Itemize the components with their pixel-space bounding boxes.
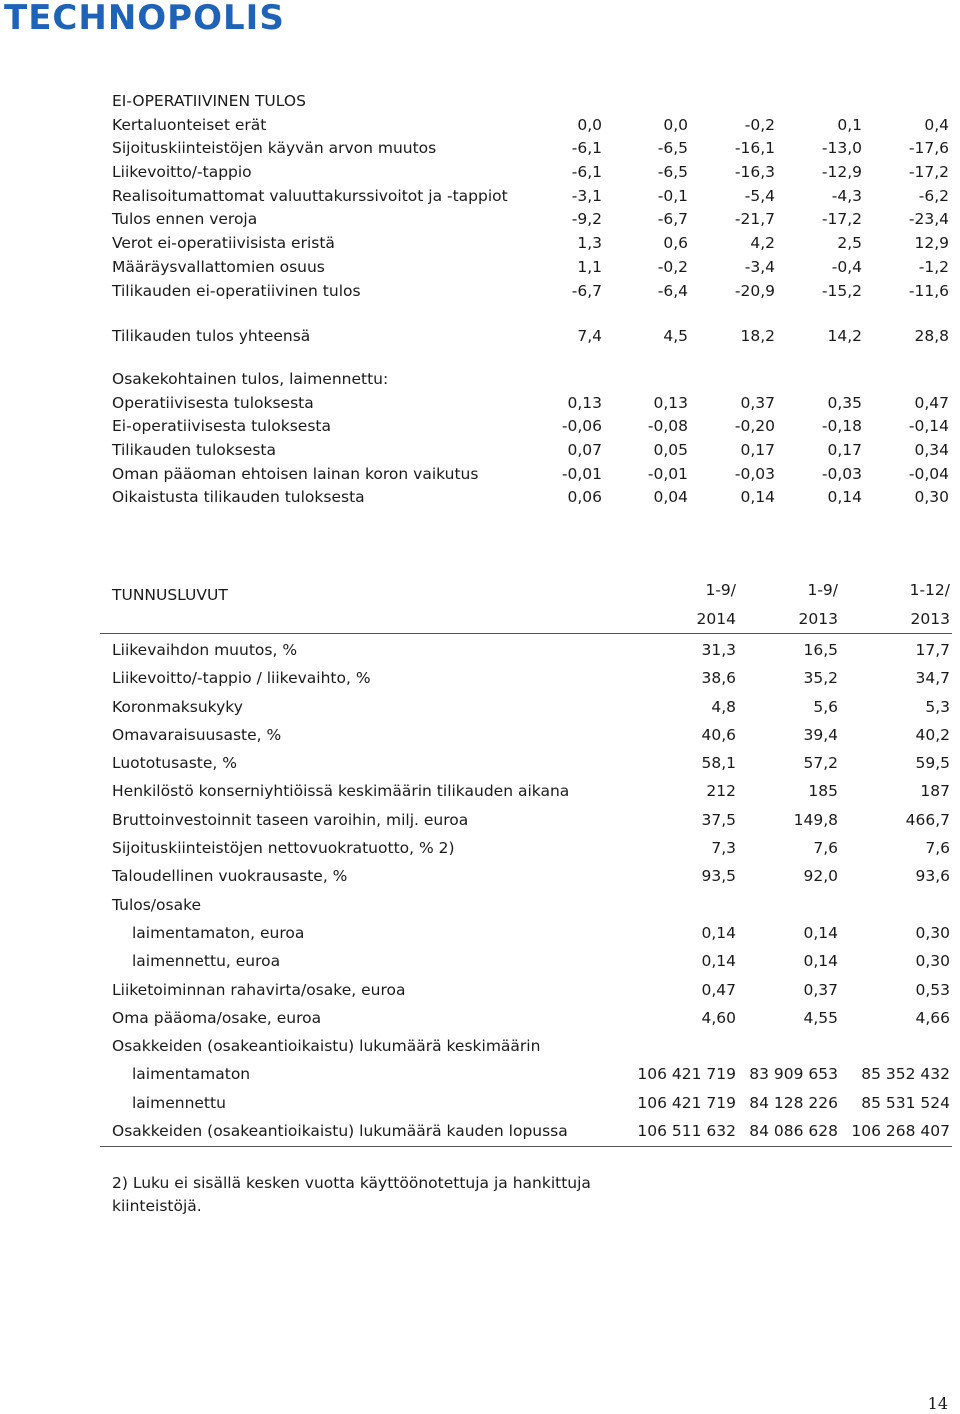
row-value: 37,5 — [701, 810, 736, 829]
row-value: -20,9 — [734, 281, 775, 300]
row-label: laimennettu, euroa — [132, 952, 281, 971]
row-value: -0,06 — [561, 417, 602, 436]
row-label: laimennettu — [132, 1093, 226, 1112]
row-label: Osakkeiden (osakeantioikaistu) lukumäärä kauden lopussa — [112, 1122, 568, 1141]
table-row — [112, 232, 952, 256]
table-row — [100, 1117, 952, 1145]
row-value: 185 — [808, 782, 838, 801]
table-row — [112, 114, 952, 138]
row-value: 40,2 — [915, 725, 950, 744]
row-value: -3,4 — [744, 257, 775, 276]
row-value: 0,14 — [803, 923, 838, 942]
row-value: -6,5 — [657, 139, 688, 158]
row-label: Operatiivisesta tuloksesta — [112, 393, 314, 412]
table-row — [112, 415, 952, 439]
spacer — [112, 303, 952, 325]
row-value: 0,30 — [915, 923, 950, 942]
row-value: 39,4 — [803, 725, 838, 744]
row-label: Sijoituskiinteistöjen nettovuokratuotto, % 2) — [112, 839, 455, 858]
row-value: 1,1 — [577, 257, 602, 276]
row-value: 34,7 — [915, 669, 950, 688]
table-row — [112, 463, 952, 487]
row-value: 83 909 653 — [749, 1065, 838, 1084]
row-label: Tilikauden tulos yhteensä — [112, 327, 311, 346]
row-value: 4,66 — [915, 1008, 950, 1027]
row-value: -5,4 — [744, 186, 775, 205]
row-label: Liiketoiminnan rahavirta/osake, euroa — [112, 980, 406, 999]
row-value: -17,2 — [821, 210, 862, 229]
row-label: Tulos ennen veroja — [112, 210, 258, 229]
row-value: -0,18 — [821, 417, 862, 436]
table-row — [112, 208, 952, 232]
key-figures-table — [100, 576, 952, 1145]
row-label: Tulos/osake — [112, 895, 202, 914]
row-value: 0,47 — [914, 393, 949, 412]
table-row — [100, 891, 952, 919]
row-value: 5,3 — [925, 697, 950, 716]
table-row — [112, 161, 952, 185]
row-label: Realisoitumattomat valuuttakurssivoitot ja -tappiot — [112, 186, 508, 205]
table-row — [100, 862, 952, 890]
row-value: -0,14 — [908, 417, 949, 436]
row-value: 18,2 — [740, 327, 775, 346]
row-value: 0,0 — [663, 115, 688, 134]
row-value: 0,30 — [914, 488, 949, 507]
row-value: 106 511 632 — [637, 1122, 736, 1141]
row-value: 16,5 — [803, 641, 838, 659]
row-label: Oman pääoman ehtoisen lainan koron vaikutus — [112, 464, 479, 483]
row-value: 466,7 — [905, 810, 950, 829]
table-row — [112, 392, 952, 416]
column-header — [718, 576, 838, 634]
row-value: -0,03 — [734, 464, 775, 483]
row-value: 85 531 524 — [861, 1093, 950, 1112]
row-label: Oma pääoma/osake, euroa — [112, 1008, 322, 1027]
row-value: -6,7 — [657, 210, 688, 229]
row-value: -0,03 — [821, 464, 862, 483]
row-value: -0,01 — [647, 464, 688, 483]
table-row — [100, 1060, 952, 1088]
row-value: -6,2 — [918, 186, 949, 205]
row-value: -12,9 — [821, 163, 862, 182]
row-value: 7,3 — [711, 839, 736, 858]
row-value: -6,4 — [657, 281, 688, 300]
row-value: 0,35 — [827, 393, 862, 412]
row-value: 93,6 — [915, 867, 950, 886]
table-row — [100, 1004, 952, 1032]
row-value: 4,2 — [750, 234, 775, 253]
row-value: 31,3 — [701, 641, 736, 659]
row-value: 0,37 — [803, 980, 838, 999]
section-heading: Osakekohtainen tulos, laimennettu: — [112, 370, 389, 388]
row-value: -17,6 — [908, 139, 949, 158]
row-value: 4,8 — [711, 697, 736, 716]
row-value: 12,9 — [914, 234, 949, 253]
row-label: Taloudellinen vuokrausaste, % — [112, 867, 348, 886]
column-year: 2013 — [910, 610, 950, 628]
row-value: -6,7 — [571, 281, 602, 300]
row-label: Omavaraisuusaste, % — [112, 725, 282, 744]
row-value: 0,47 — [701, 980, 736, 999]
table-row — [112, 280, 952, 304]
non-operating-result-table — [112, 90, 952, 349]
row-value: -21,7 — [734, 210, 775, 229]
table-row — [100, 777, 952, 805]
bottom-rule — [100, 1146, 952, 1147]
column-period: 1-12/ — [909, 581, 950, 599]
row-value: 2,5 — [837, 234, 862, 253]
row-value: 85 352 432 — [861, 1065, 950, 1084]
table-header — [100, 576, 952, 636]
row-value: 0,14 — [827, 488, 862, 507]
row-value: 4,60 — [701, 1008, 736, 1027]
row-value: 1,3 — [577, 234, 602, 253]
row-value: 4,55 — [803, 1008, 838, 1027]
row-value: 0,06 — [567, 488, 602, 507]
company-logo: TECHNOPOLIS — [4, 0, 285, 38]
column-period: 1-9/ — [807, 581, 838, 599]
row-value: 106 421 719 — [637, 1065, 736, 1084]
table-row — [112, 256, 952, 280]
row-value: 0,34 — [914, 441, 949, 460]
row-value: -17,2 — [908, 163, 949, 182]
row-value: -11,6 — [908, 281, 949, 300]
table-row — [112, 137, 952, 161]
row-value: 0,30 — [915, 952, 950, 971]
row-value: 14,2 — [827, 327, 862, 346]
row-label: laimentamaton — [132, 1065, 251, 1084]
row-value: 0,14 — [701, 952, 736, 971]
table-row — [100, 806, 952, 834]
table-row — [100, 1089, 952, 1117]
page-number: 14 — [927, 1394, 948, 1413]
row-label: Liikevoitto/-tappio — [112, 163, 252, 182]
row-value: -0,2 — [744, 115, 775, 134]
row-value: -0,08 — [647, 417, 688, 436]
row-value: -23,4 — [908, 210, 949, 229]
row-label: Henkilöstö konserniyhtiöissä keskimäärin tilikauden aikana — [112, 782, 570, 801]
row-value: 0,37 — [740, 393, 775, 412]
row-value: 5,6 — [813, 697, 838, 716]
row-value: 0,4 — [924, 115, 949, 134]
row-value: -6,1 — [571, 139, 602, 158]
row-value: 106 268 407 — [851, 1122, 950, 1141]
row-value: 0,17 — [740, 441, 775, 460]
row-label: Koronmaksukyky — [112, 697, 243, 716]
row-label: Osakkeiden (osakeantioikaistu) lukumäärä keskimäärin — [112, 1037, 541, 1056]
row-value: 0,13 — [653, 393, 688, 412]
row-value: 0,53 — [915, 980, 950, 999]
table-row — [100, 834, 952, 862]
row-value: -3,1 — [571, 186, 602, 205]
row-value: -16,1 — [734, 139, 775, 158]
row-value: -6,1 — [571, 163, 602, 182]
row-value: 57,2 — [803, 754, 838, 773]
table-row — [100, 976, 952, 1004]
row-value: 92,0 — [803, 867, 838, 886]
table-row — [100, 721, 952, 749]
table-title: TUNNUSLUVUT — [112, 586, 228, 604]
row-label: Oikaistusta tilikauden tuloksesta — [112, 488, 365, 507]
row-value: -0,4 — [831, 257, 862, 276]
row-value: 0,14 — [701, 923, 736, 942]
row-value: -0,2 — [657, 257, 688, 276]
row-value: 187 — [920, 782, 950, 801]
row-label: Liikevaihdon muutos, % — [112, 641, 298, 659]
row-value: 0,17 — [827, 441, 862, 460]
row-value: -0,04 — [908, 464, 949, 483]
row-label: Kertaluonteiset erät — [112, 115, 267, 134]
row-value: 0,05 — [653, 441, 688, 460]
row-value: -0,01 — [561, 464, 602, 483]
table-row — [112, 486, 952, 510]
row-label: Luototusaste, % — [112, 754, 237, 773]
table-row — [100, 693, 952, 721]
row-value: 7,4 — [577, 327, 602, 346]
row-label: Bruttoinvestoinnit taseen varoihin, milj. euroa — [112, 810, 469, 829]
row-value: 7,6 — [813, 839, 838, 858]
row-value: 93,5 — [701, 867, 736, 886]
row-value: 7,6 — [925, 839, 950, 858]
row-label: Sijoituskiinteistöjen käyvän arvon muutos — [112, 139, 437, 158]
row-value: 59,5 — [915, 754, 950, 773]
row-value: -0,1 — [657, 186, 688, 205]
table-row — [112, 185, 952, 209]
row-value: 212 — [706, 782, 736, 801]
row-value: 0,0 — [577, 115, 602, 134]
row-label: Määräysvallattomien osuus — [112, 257, 325, 276]
row-value: -1,2 — [918, 257, 949, 276]
row-label: Tilikauden ei-operatiivinen tulos — [112, 281, 361, 300]
table-row — [100, 664, 952, 692]
row-value: 40,6 — [701, 725, 736, 744]
row-value: -0,20 — [734, 417, 775, 436]
row-value: 58,1 — [701, 754, 736, 773]
column-year: 2013 — [798, 610, 838, 628]
table-row — [100, 636, 952, 664]
row-value: 0,14 — [740, 488, 775, 507]
row-value: -15,2 — [821, 281, 862, 300]
column-period: 1-9/ — [705, 581, 736, 599]
row-label: Verot ei-operatiivisista eristä — [112, 234, 335, 253]
row-value: 0,13 — [567, 393, 602, 412]
row-value: 38,6 — [701, 669, 736, 688]
table-row — [100, 1032, 952, 1060]
row-value: 84 128 226 — [749, 1093, 838, 1112]
row-value: 4,5 — [663, 327, 688, 346]
row-label: Ei-operatiivisesta tuloksesta — [112, 417, 331, 436]
row-label: Tilikauden tuloksesta — [112, 441, 276, 460]
table-row — [100, 919, 952, 947]
column-year: 2014 — [696, 610, 736, 628]
row-value: 35,2 — [803, 669, 838, 688]
row-label: Liikevoitto/-tappio / liikevaihto, % — [112, 669, 371, 688]
column-header — [830, 576, 950, 634]
row-value: -13,0 — [821, 139, 862, 158]
table-row — [100, 749, 952, 777]
table-row — [100, 947, 952, 975]
section-heading: EI-OPERATIIVINEN TULOS — [112, 92, 306, 110]
row-value: -9,2 — [571, 210, 602, 229]
eps-table — [112, 368, 952, 510]
header-rule — [100, 633, 952, 634]
row-value: 28,8 — [914, 327, 949, 346]
table-row — [112, 439, 952, 463]
total-row — [112, 325, 952, 349]
row-value: 106 421 719 — [637, 1093, 736, 1112]
footnote: 2) Luku ei sisällä kesken vuotta käyttöönotettuja ja hankittuja kiinteistöjä. — [112, 1174, 591, 1215]
row-value: 84 086 628 — [749, 1122, 838, 1141]
row-value: -16,3 — [734, 163, 775, 182]
row-value: 0,04 — [653, 488, 688, 507]
row-value: 0,1 — [837, 115, 862, 134]
row-value: 0,6 — [663, 234, 688, 253]
row-value: 17,7 — [915, 641, 950, 659]
row-value: 149,8 — [793, 810, 838, 829]
row-value: 0,14 — [803, 952, 838, 971]
row-value: -4,3 — [831, 186, 862, 205]
row-label: laimentamaton, euroa — [132, 923, 305, 942]
row-value: 0,07 — [567, 441, 602, 460]
row-value: -6,5 — [657, 163, 688, 182]
